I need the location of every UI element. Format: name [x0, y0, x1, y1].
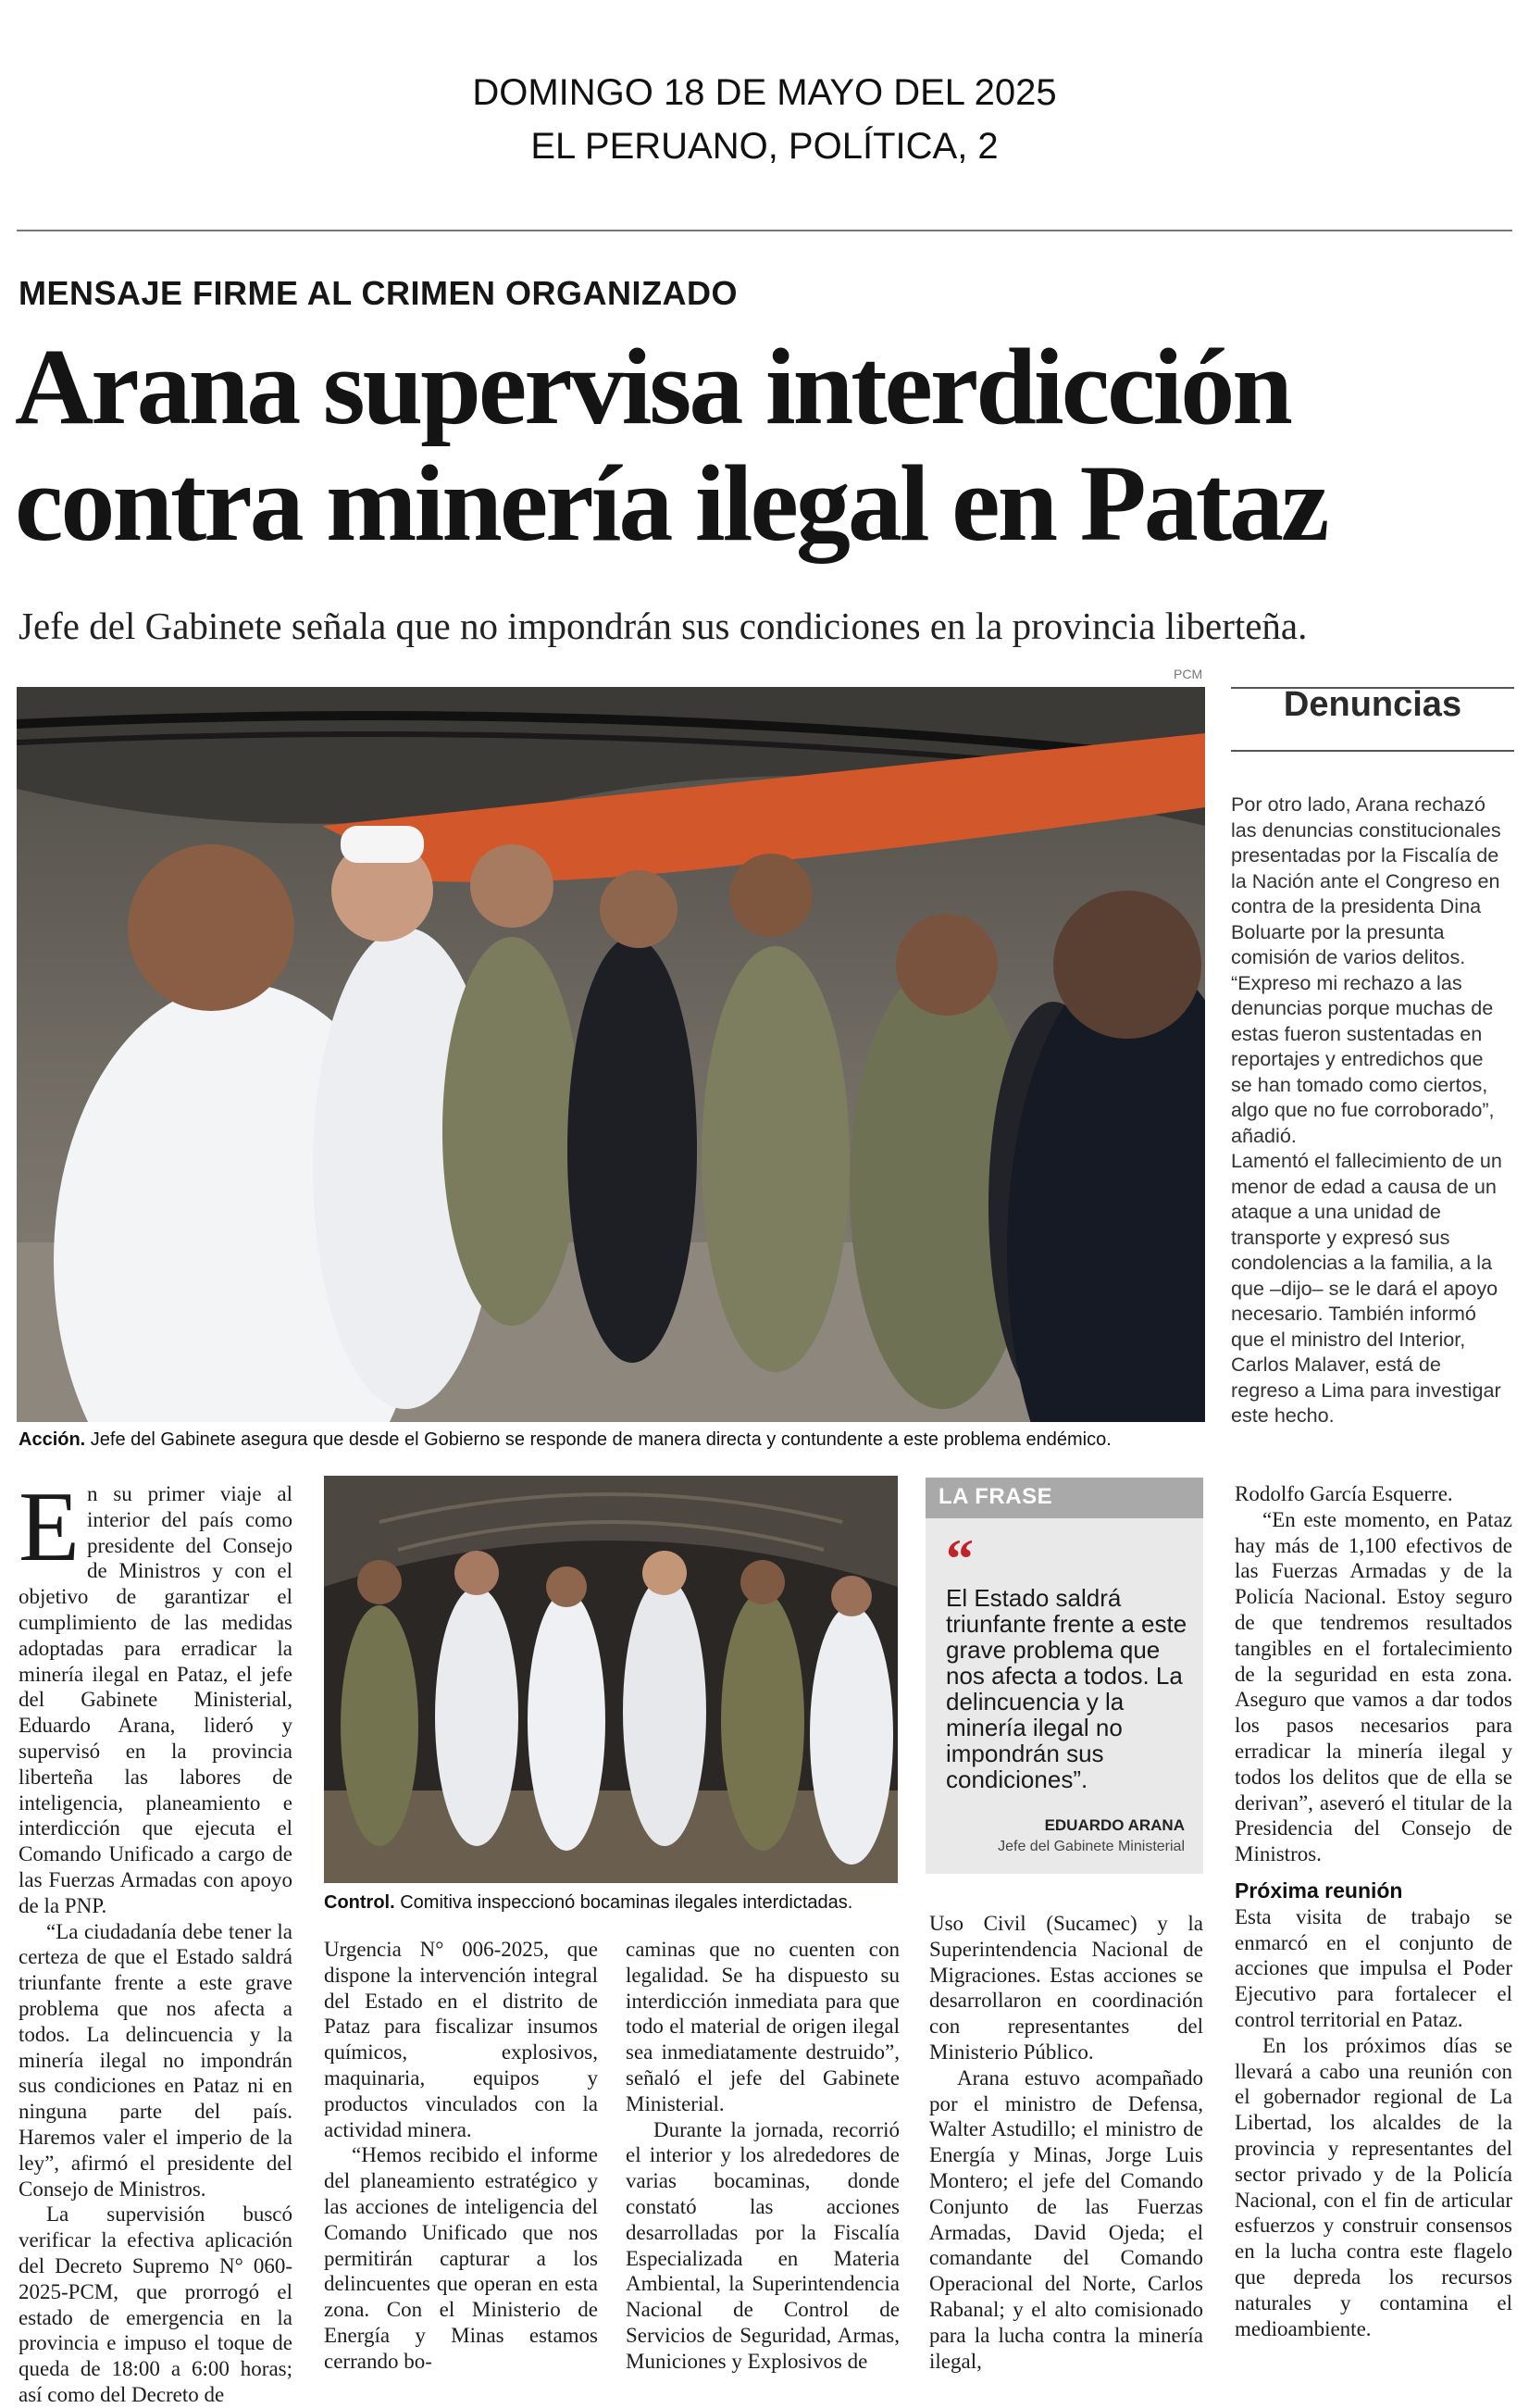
quote-author-role: Jefe del Gabinete Ministerial	[998, 1839, 1185, 1854]
caption-label: Control.	[324, 1892, 395, 1913]
body-paragraph: Durante la jornada, recorrió el interior y los alrededores de varias bocaminas, donde constató las acciones desarrolladas por la Fiscalía Especializada en Materia Ambiental, la Superintendencia Nacional de Control de Servicios de Seguridad, Armas, Municiones y Explosivos de	[626, 2117, 900, 2373]
body-paragraph: Arana estuvo acompañado por el ministro de Defensa, Walter Astudillo; el ministro de Energía y Minas, Jorge Luis Montero; el jefe del Comando Conjunto de las Fuerzas Armadas, David Ojeda; el comandante del Comando Operacional del Norte, Carlos Rabanal; y el alto comisionado para la lucha contra la minería ilegal,	[929, 2065, 1203, 2373]
body-paragraph: La supervisión buscó verificar la efectiva aplicación del Decreto Supremo N° 060-2025-PCM, que prorrogó el estado de emergencia en la provincia e impuso el toque de queda de 18:00 a 6:00 horas; así como del Decreto de	[19, 2202, 292, 2406]
quote-label-bar	[926, 1478, 1203, 1518]
subhead: Próxima reunión	[1235, 1878, 1403, 1903]
body-text: n su primer viaje al interior del país como presidente del Consejo de Ministros y con el objetivo de garantizar el cumplimiento de las medidas adoptadas para erradicar la minería ilegal en Pataz, el jefe del Gabinete Ministerial, Eduardo Arana, lideró y supervisó en la provincia liberteña las labores de inteligencia, planeamiento e interdicción que ejecuta el Comando Unificado a cargo de las Fuerzas Armadas con apoyo de la PNP.	[19, 1482, 292, 1917]
body-paragraph	[19, 1472, 292, 1919]
body-paragraph: Esta visita de trabajo se enmarcó en el conjunto de acciones que impulsa el Poder Ejecutivo para fortalecer el control territorial en Pataz.	[1235, 1904, 1512, 2031]
sidebar-paragraph: Por otro lado, Arana rechazó las denuncias constitucionales presentadas por la Fiscalía de la Nación ante el Congreso en contra de la presidenta Dina Boluarte por la presunta comisión de varios delitos.	[1231, 792, 1501, 968]
body-column-1	[19, 1472, 292, 2408]
kicker: MENSAJE FIRME AL CRIMEN ORGANIZADO	[19, 274, 739, 312]
body-paragraph: “Hemos recibido el informe del planeamiento estratégico y las acciones de inteligencia del Comando Unificado que nos permitirán capturar a los delincuentes que operan en esta zona. Con el Ministerio de Energía y Minas estamos cerrando bo-	[324, 2143, 598, 2373]
second-photo	[324, 1476, 898, 1883]
date-line: DOMINGO 18 DE MAYO DEL 2025	[472, 72, 1057, 113]
drop-cap: E	[19, 1472, 80, 1582]
body-paragraph: En los próximos días se llevará a cabo una reunión con el gobernador regional de La Libertad, los alcaldes de la provincia y representantes del sector privado y de la Policía Nacional, con el fin de articular esfuerzos y construir consensos en la lucha contra este flagelo que depreda los recursos naturales y contamina el medioambiente.	[1235, 2033, 1512, 2340]
sidebar-text	[1231, 792, 1509, 1429]
body-column-5	[1235, 1481, 1512, 2341]
body-paragraph: Urgencia N° 006-2025, que dispone la intervención integral del Estado en el distrito de Pataz para fiscalizar insumos químicos, explosivos, maquinaria, equipos y productos vinculados con la actividad minera.	[324, 1938, 598, 2141]
sidebar-rule-bottom	[1231, 750, 1514, 752]
body-column-3	[626, 1937, 900, 2375]
body-paragraph: “La ciudadanía debe tener la certeza de que el Estado saldrá triunfante frente a este grave problema que nos afecta a todos. La delincuencia y la minería ilegal no impondrán sus condiciones en Pataz ni en ninguna parte del país. Haremos valer el imperio de la ley”, afirmó el presidente del Consejo de Ministros.	[19, 1919, 292, 2201]
quote-author: EDUARDO ARANA	[1044, 1816, 1185, 1834]
body-column-2	[324, 1937, 598, 2375]
photo-credit: PCM	[1174, 667, 1203, 681]
headline-line-2: contra minería ilegal en Pataz	[15, 443, 1327, 564]
quote-mark-icon: “	[946, 1528, 974, 1590]
headline	[15, 326, 1523, 564]
main-photo-caption	[19, 1429, 1212, 1451]
body-paragraph: caminas que no cuenten con legalidad. Se ha dispuesto su interdicción inmediata para que todo el material de origen ilegal sea inmediatamente destruido”, señaló el jefe del Gabinete Ministerial.	[626, 1938, 900, 2115]
caption-label: Acción.	[19, 1429, 86, 1450]
quote-label: LA FRASE	[939, 1484, 1053, 1509]
quote-text: El Estado saldrá triunfante frente a este grave problema que nos afecta a todos. La delincuencia y la minería ilegal no impondrán sus condiciones”.	[946, 1584, 1187, 1793]
second-photo-caption	[324, 1892, 916, 1914]
section-line: EL PERUANO, POLÍTICA, 2	[530, 126, 999, 167]
body-paragraph: “En este momento, en Pataz hay más de 1,100 efectivos de las Fuerzas Armadas y de la Policía Nacional. Estoy seguro de que tendremos resultados tangibles en el fortalecimiento de la seguridad en esta zona. Aseguro que vamos a dar todos los pasos necesarios para erradicar la minería ilegal y todos los delitos que de ella se derivan”, aseveró el titular de la Presidencia del Consejo de Ministros.	[1235, 1507, 1512, 1866]
deck: Jefe del Gabinete señala que no impondrán sus condiciones en la provincia liberteña.	[19, 605, 1308, 647]
caption-text: Jefe del Gabinete asegura que desde el Gobierno se responde de manera directa y contundente a este problema endémico.	[85, 1429, 1112, 1450]
sidebar-paragraph: Lamentó el fallecimiento de un menor de edad a causa de un ataque a una unidad de transporte y expresó sus condolencias a la familia, a la que –dijo– se le dará el apoyo necesario. También informó que el ministro del Interior, Carlos Malaver, está de regreso a Lima para investigar este hecho.	[1231, 1149, 1502, 1427]
header-divider	[17, 230, 1512, 231]
body-paragraph: Rodolfo García Esquerre.	[1235, 1482, 1453, 1505]
body-column-4	[929, 1911, 1203, 2374]
main-photo	[17, 687, 1205, 1422]
headline-line-1: Arana supervisa interdicción	[15, 326, 1290, 447]
sidebar-title: Denuncias	[1283, 685, 1462, 724]
caption-text: Comitiva inspeccionó bocaminas ilegales interdictadas.	[394, 1892, 853, 1913]
sidebar-paragraph: “Expreso mi rechazo a las denuncias porque muchas de estas fueron sustentadas en reportajes y entredichos que se han tomado como ciertos, algo que no fue corroborado”, añadió.	[1231, 970, 1495, 1147]
body-paragraph: Uso Civil (Sucamec) y la Superintendencia Nacional de Migraciones. Estas acciones se desarrollaron en coordinación con representantes del Ministerio Público.	[929, 1912, 1203, 2064]
